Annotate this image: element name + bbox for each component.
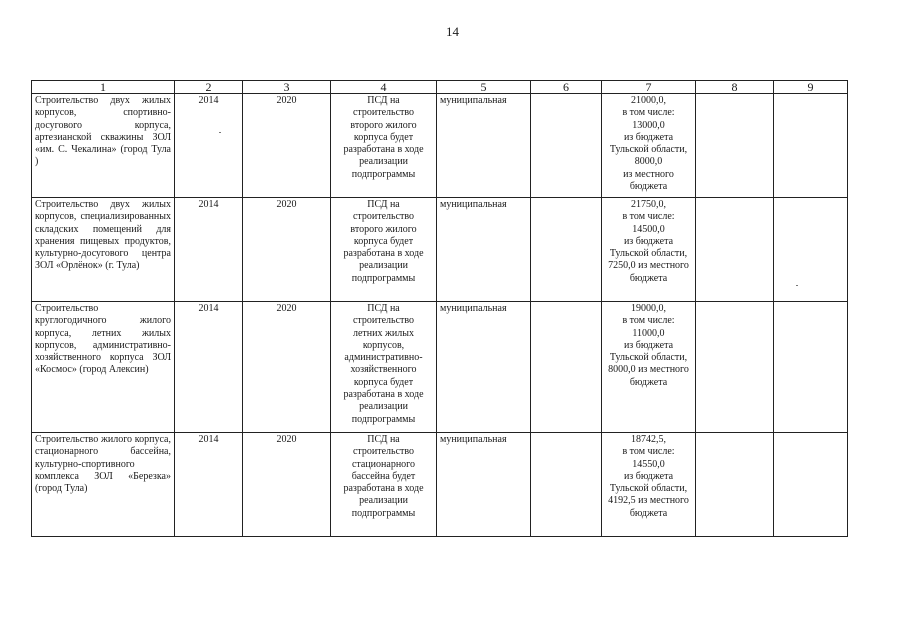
- documentation-line: разработана в ходе: [343, 389, 424, 401]
- documentation-line: строительство: [352, 315, 415, 327]
- documentation-line: подпрограммы: [351, 168, 416, 180]
- documentation-line: реализации: [359, 260, 408, 272]
- start-year-cell: 2014: [175, 94, 243, 198]
- documentation-line: ПСД на: [367, 95, 400, 106]
- column-header: 6: [531, 81, 602, 94]
- documentation-cell: [331, 302, 437, 433]
- documentation-line: второго жилого: [350, 119, 417, 131]
- funding-line: 18742,5,: [631, 434, 666, 445]
- documentation-line: корпусов,: [362, 339, 405, 351]
- table-row: [32, 433, 848, 537]
- funding-line: в том числе:: [622, 446, 675, 458]
- funding-line: в том числе:: [622, 315, 675, 327]
- end-year-cell: 2020: [243, 433, 331, 537]
- funding-line: бюджета: [629, 181, 668, 193]
- funding-line: Тульской области,: [609, 352, 688, 364]
- column-9-cell: [774, 433, 848, 537]
- funding-line: из бюджета: [623, 131, 674, 143]
- documentation-line: реализации: [359, 156, 408, 168]
- documentation-line: реализации: [359, 495, 408, 507]
- documentation-line: ПСД на: [367, 434, 400, 445]
- column-9-cell: [774, 198, 848, 302]
- column-8-cell: [696, 433, 774, 537]
- column-8-cell: [696, 302, 774, 433]
- documentation-line: второго жилого: [350, 223, 417, 235]
- funding-line: 19000,0,: [631, 303, 666, 314]
- funding-line: Тульской области,: [609, 483, 688, 495]
- funding-line: 7250,0 из местного: [608, 260, 689, 272]
- column-header: 9: [774, 81, 848, 94]
- property-type-cell: муниципальная: [437, 198, 531, 302]
- start-year-cell: 2014: [175, 433, 243, 537]
- scan-speck: [219, 132, 221, 133]
- program-table: [31, 80, 848, 537]
- property-type-cell: муниципальная: [437, 302, 531, 433]
- funding-line: бюджета: [629, 272, 668, 284]
- table-row: [32, 94, 848, 198]
- funding-line: бюджета: [629, 507, 668, 519]
- end-year-cell: 2020: [243, 302, 331, 433]
- funding-cell: [602, 198, 696, 302]
- documentation-line: административно-: [344, 352, 423, 364]
- documentation-line: разработана в ходе: [343, 483, 424, 495]
- documentation-line: бассейна будет: [351, 470, 416, 482]
- documentation-line: корпуса будет: [353, 131, 414, 143]
- column-header: 5: [437, 81, 531, 94]
- documentation-line: ПСД на: [367, 303, 400, 314]
- funding-line: 14550,0: [632, 458, 665, 470]
- documentation-line: реализации: [359, 401, 408, 413]
- start-year-cell: 2014: [175, 302, 243, 433]
- property-type-cell: муниципальная: [437, 94, 531, 198]
- documentation-line: корпуса будет: [353, 235, 414, 247]
- funding-line: из бюджета: [623, 339, 674, 351]
- object-name-cell: Строительство круглогодичного жилого корпуса, летних жилых корпусов, административно-хозяйственного корпуса ЗОЛ «Космос» (город Алексин): [32, 302, 175, 433]
- funding-line: 21750,0,: [631, 199, 666, 210]
- documentation-line: подпрограммы: [351, 272, 416, 284]
- scan-speck: [796, 285, 798, 286]
- funding-line: в том числе:: [622, 211, 675, 223]
- column-8-cell: [696, 94, 774, 198]
- column-8-cell: [696, 198, 774, 302]
- funding-line: из местного: [623, 168, 674, 180]
- column-9-cell: [774, 94, 848, 198]
- documentation-line: ПСД на: [367, 199, 400, 210]
- column-6-cell: [531, 302, 602, 433]
- funding-line: 4192,5 из местного: [608, 495, 689, 507]
- object-name-cell: Строительство двух жилых корпусов, специализированных складских помещений для хранения пищевых продуктов, культурно-досугового центра ЗОЛ «Орлёнок» (г. Тула): [32, 198, 175, 302]
- column-header: 2: [175, 81, 243, 94]
- documentation-line: разработана в ходе: [343, 144, 424, 156]
- start-year-cell: 2014: [175, 198, 243, 302]
- funding-line: 8000,0 из местного: [608, 364, 689, 376]
- column-header: 4: [331, 81, 437, 94]
- funding-line: 11000,0: [632, 327, 665, 339]
- funding-line: 13000,0: [632, 119, 665, 131]
- documentation-line: летних жилых: [353, 327, 414, 339]
- documentation-line: разработана в ходе: [343, 248, 424, 260]
- documentation-line: строительство: [352, 107, 415, 119]
- documentation-cell: [331, 433, 437, 537]
- property-type-cell: муниципальная: [437, 433, 531, 537]
- page-number: 14: [446, 24, 459, 39]
- funding-line: из бюджета: [623, 235, 674, 247]
- documentation-cell: [331, 94, 437, 198]
- documentation-line: подпрограммы: [351, 507, 416, 519]
- funding-line: Тульской области,: [609, 248, 688, 260]
- object-name-cell: Строительство двух жилых корпусов, спортивно-досугового корпуса, артезианской скважины ЗОЛ «им. С. Чекалина» (город Тула ): [32, 94, 175, 198]
- funding-line: бюджета: [629, 376, 668, 388]
- column-6-cell: [531, 433, 602, 537]
- funding-cell: [602, 302, 696, 433]
- funding-line: из бюджета: [623, 470, 674, 482]
- documentation-line: строительство: [352, 211, 415, 223]
- column-header: 1: [32, 81, 175, 94]
- column-6-cell: [531, 198, 602, 302]
- documentation-line: корпуса будет: [353, 376, 414, 388]
- column-9-cell: [774, 302, 848, 433]
- table-row: [32, 302, 848, 433]
- documentation-line: строительство: [352, 446, 415, 458]
- funding-line: 8000,0: [634, 156, 663, 168]
- documentation-cell: [331, 198, 437, 302]
- funding-line: 21000,0,: [631, 95, 666, 106]
- documentation-line: подпрограммы: [351, 413, 416, 425]
- end-year-cell: 2020: [243, 198, 331, 302]
- funding-line: 14500,0: [632, 223, 665, 235]
- column-number-row: [32, 81, 848, 94]
- table-row: [32, 198, 848, 302]
- column-header: 3: [243, 81, 331, 94]
- end-year-cell: 2020: [243, 94, 331, 198]
- documentation-line: хозяйственного: [350, 364, 417, 376]
- column-header: 8: [696, 81, 774, 94]
- funding-cell: [602, 94, 696, 198]
- funding-line: Тульской области,: [609, 144, 688, 156]
- object-name-cell: Строительство жилого корпуса, стационарного бассейна, культурно-спортивного комплекса ЗОЛ «Березка» (город Тула): [32, 433, 175, 537]
- column-6-cell: [531, 94, 602, 198]
- funding-line: в том числе:: [622, 107, 675, 119]
- column-header: 7: [602, 81, 696, 94]
- funding-cell: [602, 433, 696, 537]
- documentation-line: стационарного: [351, 458, 416, 470]
